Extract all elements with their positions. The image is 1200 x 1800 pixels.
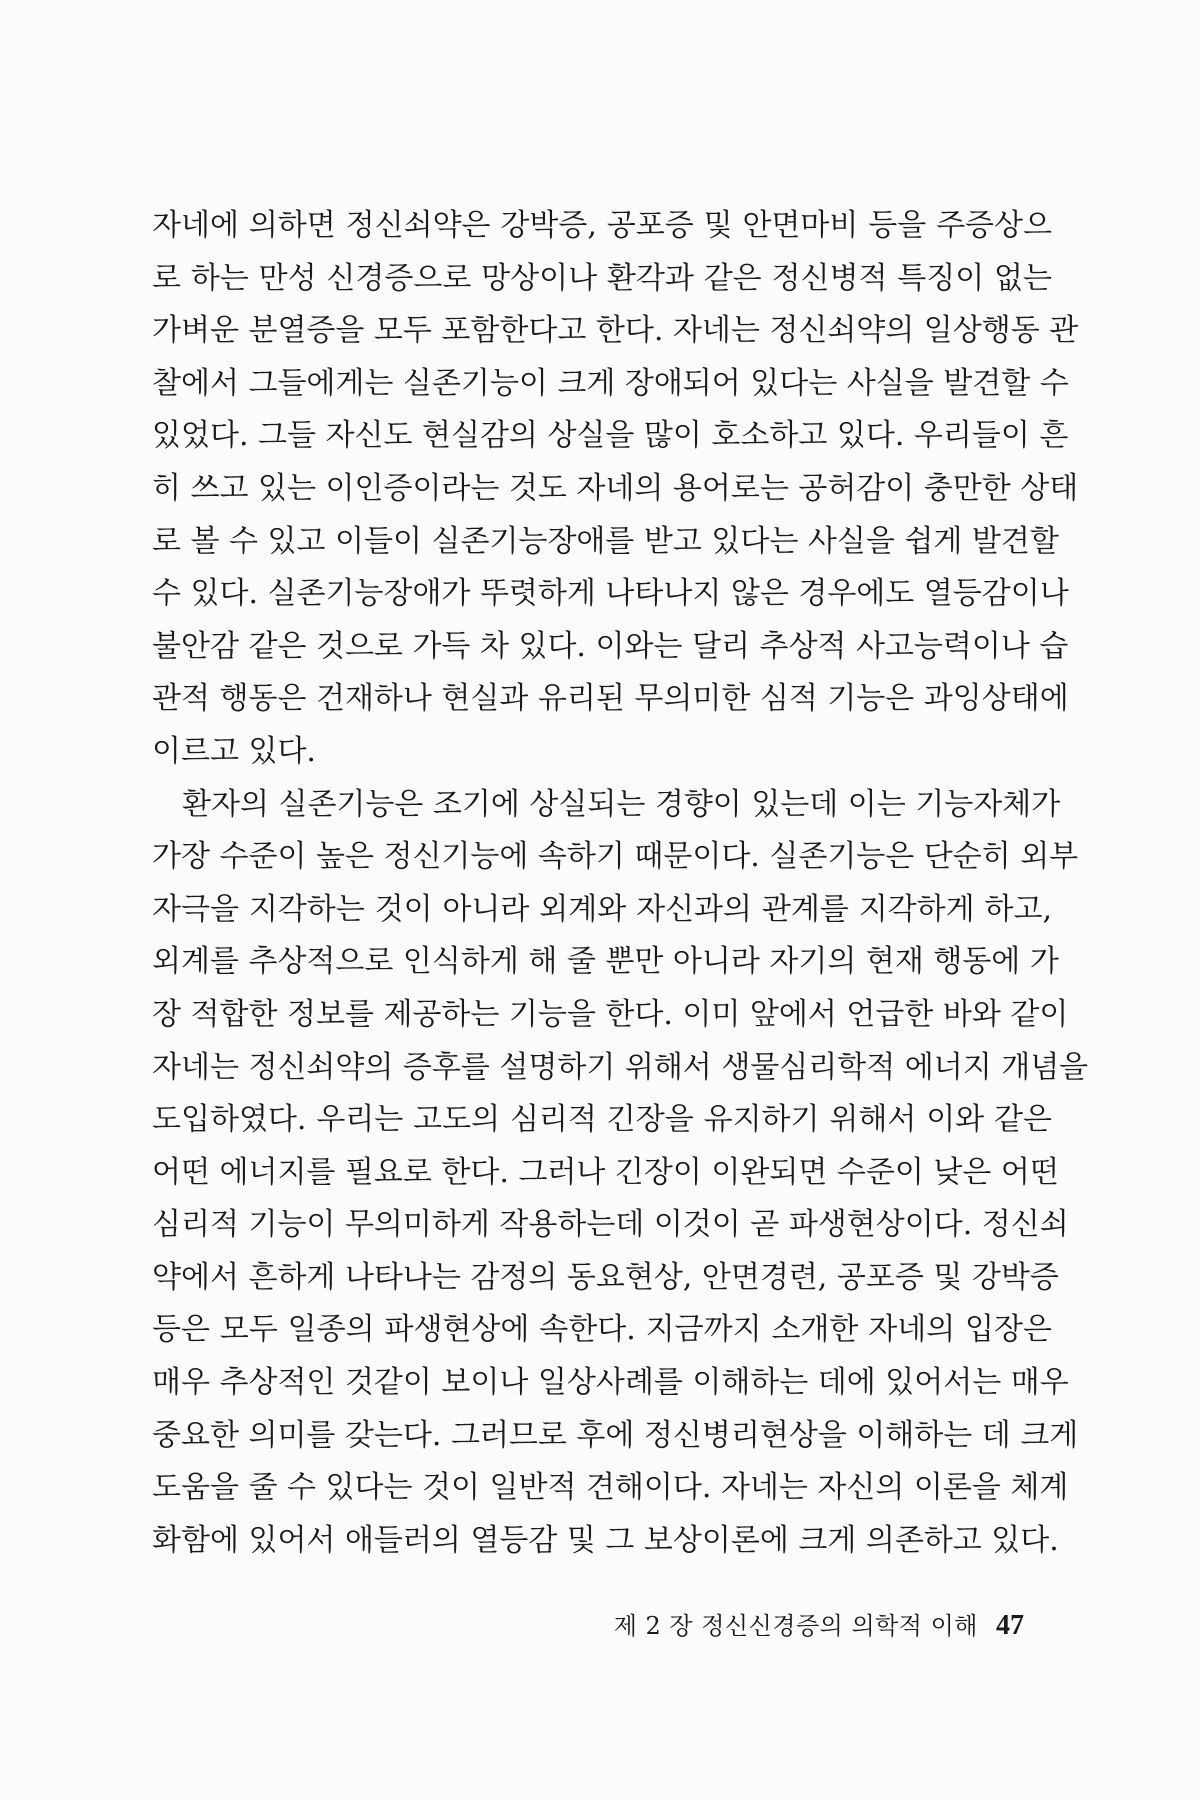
text-line: 약에서 흔하게 나타나는 감정의 동요현상, 안면경련, 공포증 및 강박증 [152, 1259, 1059, 1295]
text-line: 환자의 실존기능은 조기에 상실되는 경향이 있는데 이는 기능자체가 [182, 786, 1061, 822]
text-line: 매우 추상적인 것같이 보이나 일상사례를 이해하는 데에 있어서는 매우 [152, 1365, 1069, 1401]
text-line: 이르고 있다. [152, 733, 316, 769]
text-line: 찰에서 그들에게는 실존기능이 크게 장애되어 있다는 사실을 발견할 수 [152, 365, 1069, 401]
text-line: 외계를 추상적으로 인식하게 해 줄 뿐만 아니라 자기의 현재 행동에 가 [152, 944, 1059, 980]
text-line: 등은 모두 일종의 파생현상에 속한다. 지금까지 소개한 자네의 입장은 [152, 1312, 1052, 1348]
text-line: 히 쓰고 있는 이인증이라는 것도 자네의 용어로는 공허감이 충만한 상태 [152, 470, 1079, 506]
text-line: 자네에 의하면 정신쇠약은 강박증, 공포증 및 안면마비 등을 주증상으 [152, 208, 1052, 243]
text-line: 장 적합한 정보를 제공하는 기능을 한다. 이미 앞에서 언급한 바와 같이 [152, 996, 1069, 1032]
text-line: 있었다. 그들 자신도 현실감의 상실을 많이 호소하고 있다. 우리들이 흔 [152, 418, 1069, 454]
text-line: 관적 행동은 건재하나 현실과 유리된 무의미한 심적 기능은 과잉상태에 [152, 681, 1069, 717]
page-number: 47 [996, 1610, 1024, 1641]
body-text [152, 200, 1089, 1567]
text-line: 로 볼 수 있고 이들이 실존기능장애를 받고 있다는 사실을 쉽게 발견할 [152, 523, 1059, 559]
text-line: 어떤 에너지를 필요로 한다. 그러나 긴장이 이완되면 수준이 낮은 어떤 [152, 1154, 1059, 1190]
text-line: 가장 수준이 높은 정신기능에 속하기 때문이다. 실존기능은 단순히 외부 [152, 839, 1079, 875]
text-line: 심리적 기능이 무의미하게 작용하는데 이것이 곧 파생현상이다. 정신쇠 [152, 1207, 1069, 1243]
text-line: 중요한 의미를 갖는다. 그러므로 후에 정신병리현상을 이해하는 데 크게 [152, 1417, 1079, 1453]
text-line: 수 있다. 실존기능장애가 뚜렷하게 나타나지 않은 경우에도 열등감이나 [152, 576, 1069, 612]
text-line: 불안감 같은 것으로 가득 차 있다. 이와는 달리 추상적 사고능력이나 습 [152, 628, 1069, 664]
text-line: 도움을 줄 수 있다는 것이 일반적 견해이다. 자네는 자신의 이론을 체계 [152, 1470, 1069, 1506]
text-line: 가벼운 분열증을 모두 포함한다고 한다. 자네는 정신쇠약의 일상행동 관 [152, 313, 1079, 349]
page-footer [614, 1606, 1024, 1642]
text-line: 화함에 있어서 애들러의 열등감 및 그 보상이론에 크게 의존하고 있다. [152, 1522, 1059, 1558]
text-line: 도입하였다. 우리는 고도의 심리적 긴장을 유지하기 위해서 이와 같은 [152, 1102, 1052, 1138]
chapter-title: 제 2 장 정신신경증의 의학적 이해 [613, 1612, 978, 1640]
text-line: 로 하는 만성 신경증으로 망상이나 환각과 같은 정신병적 특징이 없는 [152, 260, 1052, 296]
text-line: 자네는 정신쇠약의 증후를 설명하기 위해서 생물심리학적 에너지 개념을 [152, 1049, 1089, 1085]
text-line: 자극을 지각하는 것이 아니라 외계와 자신과의 관계를 지각하게 하고, [152, 891, 1052, 927]
